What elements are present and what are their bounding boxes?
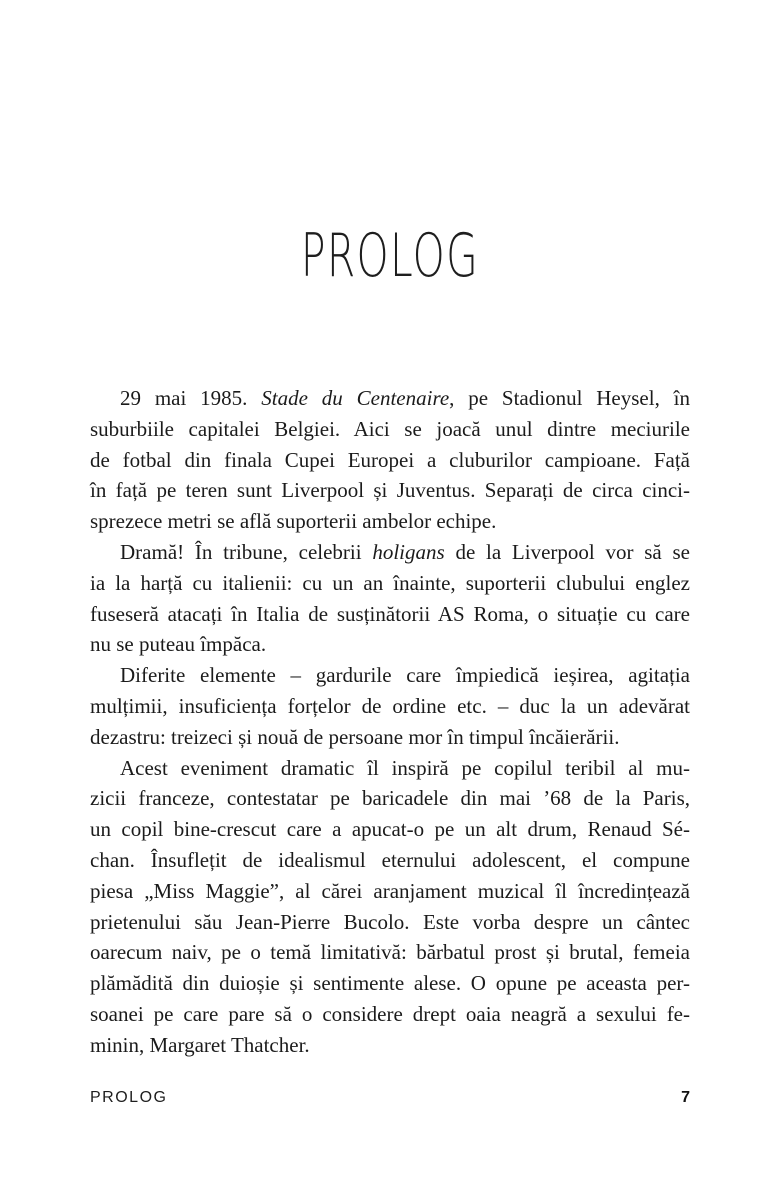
text-line <box>90 383 690 414</box>
text-run: , pe Stadionul Heysel, în <box>449 386 690 410</box>
text-run: ia la harță cu italienii: cu un an înainte, suporterii clubului englez <box>90 570 690 595</box>
text-run: dezastru: treizeci și nouă de persoane mor în timpul încăierării. <box>90 724 620 749</box>
text-run: în față pe teren sunt Liverpool și Juventus. Separați de circa cinci- <box>90 478 690 503</box>
text-line <box>90 876 690 907</box>
text-line <box>90 506 690 537</box>
text-line <box>90 568 690 599</box>
text-line <box>90 937 690 968</box>
text-run: chan. Însuflețit de idealismul eternului adolescent, el compune <box>90 847 690 872</box>
text-run: prietenului său Jean-Pierre Bucolo. Este vorba despre un cântec <box>90 909 690 934</box>
text-run: de fotbal din finala Cupei Europei a cluburilor campioane. Față <box>90 447 690 472</box>
text-run: 29 mai 1985. <box>120 386 262 410</box>
text-run: plămădită din duioșie și sentimente alese. O opune pe aceasta per- <box>90 971 690 996</box>
text-run: fuseseră atacați în Italia de susținătorii AS Roma, o situație cu care <box>90 601 690 626</box>
text-line <box>90 999 690 1030</box>
text-line <box>90 475 690 506</box>
text-line <box>90 445 690 476</box>
text-run: zicii franceze, contestatar pe baricadele din mai ’68 de la Paris, <box>90 786 690 811</box>
text-line <box>90 783 690 814</box>
text-run: oarecum naiv, pe o temă limitativă: bărbatul prost și brutal, femeia <box>90 940 690 965</box>
body-text <box>90 383 690 1061</box>
page-footer <box>90 1089 690 1107</box>
text-run: un copil bine-crescut care a apucat-o pe un alt drum, Renaud Sé- <box>90 817 690 842</box>
running-footer-section: PROLOG <box>90 1089 168 1106</box>
text-run: Acest eveniment dramatic îl inspiră pe copilul teribil al mu- <box>120 755 690 780</box>
text-line <box>90 907 690 938</box>
text-run: soanei pe care pare să o considere drept oaia neagră a sexului fe- <box>90 1001 690 1026</box>
text-line <box>90 599 690 630</box>
text-run: nu se puteau împăca. <box>90 632 267 657</box>
italic-text-run: Stade du Centenaire <box>261 386 450 410</box>
text-run: mulțimii, insuficiența forțelor de ordine etc. – duc la un adevărat <box>90 693 690 718</box>
text-run: de la Liverpool vor să se <box>444 539 690 564</box>
text-line <box>90 845 690 876</box>
chapter-title: PROLOG <box>300 221 480 291</box>
text-run: sprezece metri se află suporterii ambelor echipe. <box>90 509 497 534</box>
text-run: minin, Margaret Thatcher. <box>90 1032 310 1057</box>
text-line <box>90 537 690 568</box>
text-run: Dramă! În tribune, celebrii <box>120 539 373 564</box>
text-line <box>90 968 690 999</box>
page-number: 7 <box>681 1089 690 1106</box>
text-run: piesa „Miss Maggie”, al cărei aranjament muzical îl încredințează <box>90 878 690 903</box>
text-run: Diferite elemente – gardurile care împiedică ieșirea, agitația <box>120 663 690 688</box>
text-line <box>90 629 690 660</box>
text-line <box>90 722 690 753</box>
paragraph <box>90 753 690 1061</box>
text-line <box>90 414 690 445</box>
italic-text-run: holigans <box>372 539 445 564</box>
paragraph <box>90 537 690 660</box>
text-line <box>90 753 690 784</box>
paragraph <box>90 383 690 537</box>
text-line <box>90 1030 690 1061</box>
text-line <box>90 660 690 691</box>
text-line <box>90 814 690 845</box>
paragraph <box>90 660 690 752</box>
text-run: suburbiile capitalei Belgiei. Aici se joacă unul dintre meciurile <box>90 416 690 441</box>
text-line <box>90 691 690 722</box>
